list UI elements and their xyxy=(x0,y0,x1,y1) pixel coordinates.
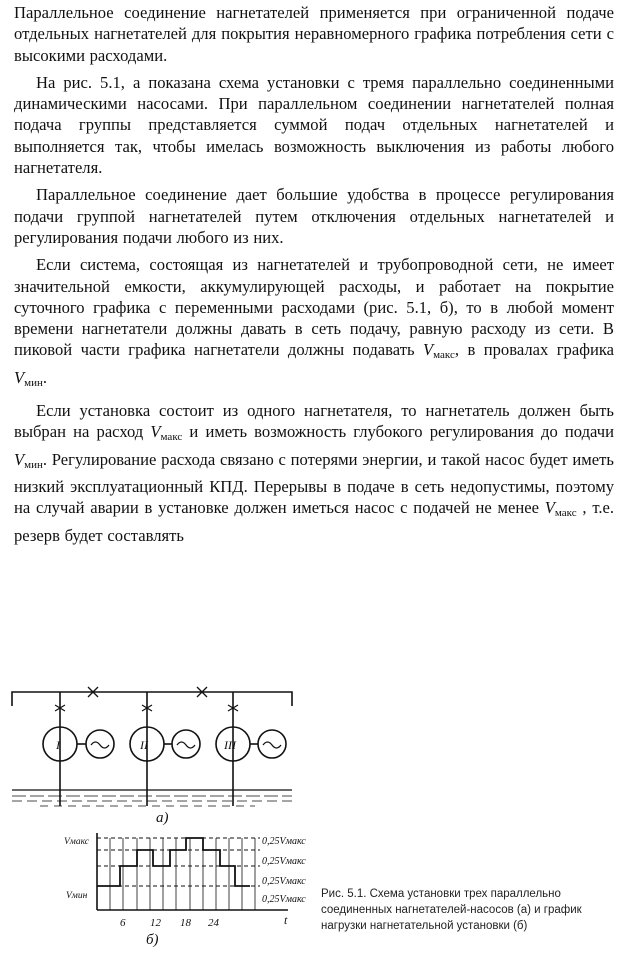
figure-label-b: б) xyxy=(146,932,159,948)
paragraph-5 xyxy=(14,400,614,546)
x-tick-label: 24 xyxy=(208,917,219,929)
v-max-symbol-2: V xyxy=(150,422,161,442)
v-min-symbol: V xyxy=(14,367,25,387)
figure-caption: Рис. 5.1. Схема установки трех параллельно соединенных нагнетателей-насосов (а) и график нагрузки нагнетательной установки (б) xyxy=(321,888,582,932)
pump-label-1: I xyxy=(56,738,60,752)
paragraph-4-text: Если система, состоящая из нагнетателей и трубопроводной сети, не имеет значительной емкости, аккумулирующей расходы, и работает на покрытие суточного графика с переменными расходами (рис. 5.1, б), то в любой момент времени нагнетатели должны давать в сеть подачу, равную расходу из сети. В пиковой части графика нагнетатели должны подавать xyxy=(14,255,614,360)
body-text xyxy=(14,2,614,552)
step-label: 0,25Vмакс xyxy=(262,876,306,887)
step-label: 0,25Vмакс xyxy=(262,856,306,867)
paragraph-5-part-1: Если установка состоит из одного нагнетателя, то нагнетатель должен быть выбран на расход xyxy=(14,401,614,442)
v-max-subscript-3: макс xyxy=(554,507,577,520)
pump-schematic xyxy=(12,687,292,910)
v-min-subscript-2: мин xyxy=(24,458,43,471)
figure-label-a: а) xyxy=(156,810,169,826)
paragraph-4-mid: , в провалах графика xyxy=(454,340,615,360)
v-max-subscript-2: макс xyxy=(160,431,183,444)
step-label: 0,25Vмакс xyxy=(262,894,306,905)
v-max-symbol-3: V xyxy=(544,498,555,518)
paragraph-3: Параллельное соединение дает большие удобства в процессе регулирования подачи группой нагнетателей путем отключения отдельных нагнетателей и регулирования подачи любого из них. xyxy=(14,185,614,247)
paragraph-2: На рис. 5.1, а показана схема установки с тремя параллельно соединенными динамическими насосами. При параллельном соединении нагнетателей полная подача группы представляется суммой подач отдельных нагнетателей и выполняется так, чтобы имелась возможность выключения из работы любого нагнетателя. xyxy=(14,72,614,178)
x-tick-label: 6 xyxy=(120,917,126,929)
load-curve xyxy=(97,838,250,886)
paragraph-5-part-3: . Регулирование расхода связано с потерями энергии, и такой насос будет иметь низкий эксплуатационный КПД. Перерывы в подаче в сеть недопустимы, поэтому на случай аварии в установке должен иметься насос с подачей не менее xyxy=(14,449,614,518)
paragraph-4-end: . xyxy=(42,367,48,387)
v-max-subscript: макс xyxy=(433,349,455,362)
pump-label-3: III xyxy=(224,738,236,752)
chart-hatching xyxy=(110,838,255,910)
paragraph-5-part-4: , т.е. резерв будет составлять xyxy=(14,498,614,545)
y-max-label: Vмакс xyxy=(64,837,89,847)
paragraph-1: Параллельное соединение нагнетателей применяется при ограниченной подаче отдельных нагнетателей для покрытия неравномерного графика потребления сети с высокими расходами. xyxy=(14,3,614,65)
y-min-label: Vмин xyxy=(66,891,88,901)
v-min-subscript: мин xyxy=(24,376,43,389)
v-max-symbol: V xyxy=(422,340,434,360)
paragraph-4 xyxy=(14,254,614,394)
x-tick-label: 18 xyxy=(180,917,191,929)
step-label: 0,25Vмакс xyxy=(262,836,306,847)
x-tick-label: 12 xyxy=(150,917,161,929)
pump-label-2: II xyxy=(140,738,148,752)
paragraph-5-part-2: и иметь возможность глубокого регулирования до подачи xyxy=(182,422,614,442)
v-min-symbol-2: V xyxy=(14,449,25,469)
figure-5-1 xyxy=(0,678,627,958)
x-axis-label: t xyxy=(284,913,288,927)
header-pipe xyxy=(12,692,292,706)
